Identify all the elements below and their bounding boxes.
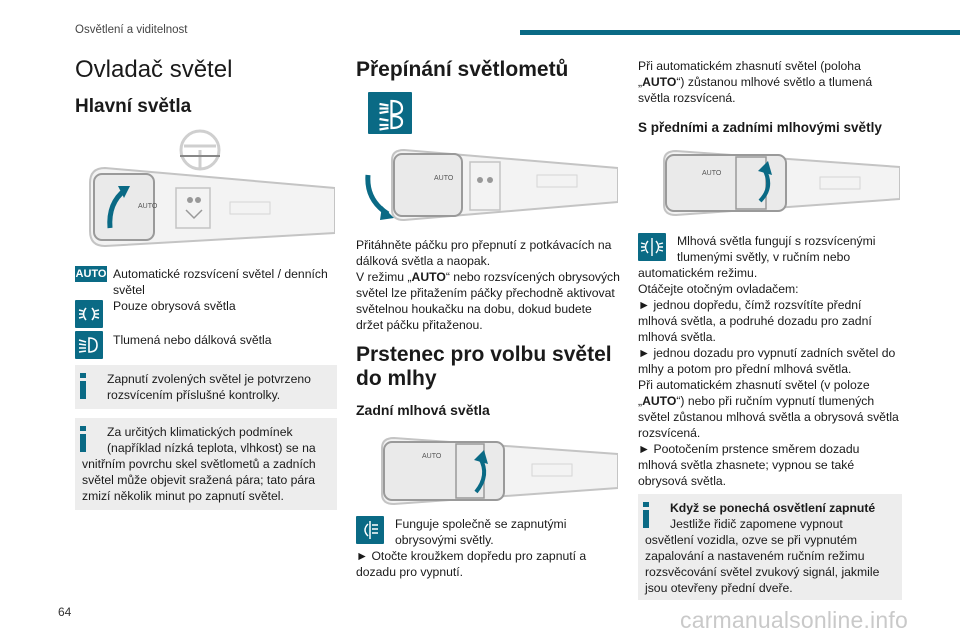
info-note-condensation: Za určitých klimatických podmínek (například nízká teplota, vlhkost) se na vnitřním povrchu skel světlometů a zadních světel může objevit sražená pára; tato pára zmizí několik minut po zapnutí světel. — [75, 418, 337, 510]
watermark: carmanualsonline.info — [680, 607, 908, 633]
header-accent-bar — [520, 30, 960, 35]
rear-fog-icon — [356, 516, 384, 544]
stalk-auto-label: AUTO — [422, 453, 442, 460]
headlight-beam-icon — [75, 331, 103, 359]
running-header: Osvětlení a viditelnost — [75, 24, 188, 36]
stalk-auto-label: AUTO — [702, 170, 722, 177]
section-heading-fog-ring: Prstenec pro volbu světel do mlhy — [356, 343, 612, 390]
stalk-auto-label: AUTO — [434, 175, 454, 182]
beam-switch-illustration — [362, 140, 618, 225]
page-title: Ovladač světel — [75, 56, 233, 83]
section-heading-beam-switch: Přepínání světlometů — [356, 58, 569, 81]
info-note-lights-left-on: Když se ponechá osvětlení zapnuté Jestliže řidič zapomene vypnout osvětlení vozidla, ozve se při vypnutém zapalování a nastaveném ručním režimu rozsvěcování světel zvukový signál, jakmile jsou otevřeny přední dveře. — [638, 494, 902, 600]
info-icon — [80, 426, 86, 452]
subheading-front-rear-fog: S předními a zadními mlhovými světly — [638, 120, 882, 135]
headlight-switch-icon — [368, 92, 412, 134]
auto-description-cont: světel — [113, 283, 145, 297]
info-icon — [80, 373, 86, 399]
info-icon — [643, 502, 649, 528]
front-rear-fog-illustration — [660, 145, 900, 220]
section-heading-headlights: Hlavní světla — [75, 96, 192, 117]
page-number: 64 — [58, 605, 72, 619]
auto-badge: AUTO — [75, 268, 107, 280]
sidelights-icon — [75, 300, 103, 328]
light-stalk-illustration — [80, 128, 335, 258]
stalk-auto-label: AUTO — [138, 203, 158, 210]
front-fog-icon — [638, 233, 666, 261]
auto-description: Automatické rozsvícení světel / denních — [113, 267, 328, 281]
sidelights-description: Pouze obrysová světla — [113, 299, 236, 313]
subheading-rear-fog: Zadní mlhová světla — [356, 402, 490, 418]
info-note-confirmation: Zapnutí zvolených světel je potvrzeno rozsvícením příslušné kontrolky. — [75, 365, 337, 409]
rear-fog-ring-illustration — [372, 430, 618, 510]
auto-mode-paragraph: V režimu „AUTO“ nebo rozsvícených obrysových — [356, 270, 620, 284]
beam-description: Tlumená nebo dálková světla — [113, 333, 272, 347]
